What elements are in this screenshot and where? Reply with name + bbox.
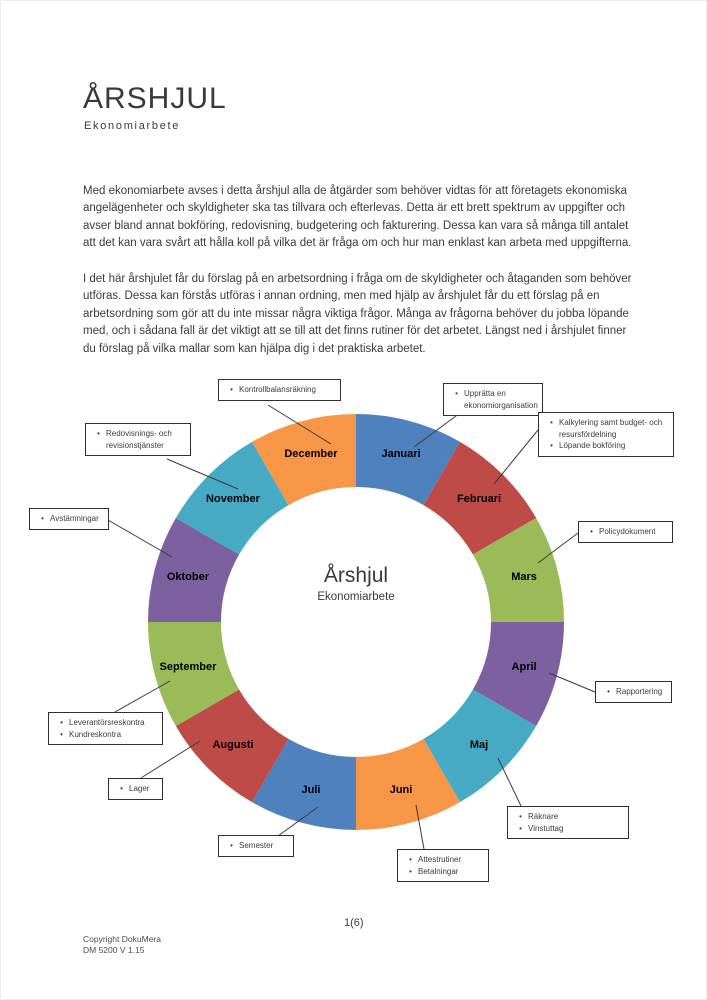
page-title: ÅRSHJUL: [83, 82, 227, 115]
callout-item: Lager: [129, 784, 150, 793]
page-subtitle: Ekonomiarbete: [84, 120, 181, 132]
bullet-icon: •: [409, 866, 412, 876]
intro-paragraph-2: I det här årshjulet får du förslag på en arbetsordning i fråga om de skyldigheter och åtaganden som behöver utföras. Dessa kan förstås utföras i annan ordning, men med hjälp av årshjulet får du ett förslag på en arbetsordning som gör att du inte missar några viktiga frågor. Många av frågorna behöver du jobba löpande med, och i sådana fall är det viktigt att se till att det finns rutiner för det arbetet. Längst ned i årshjulet finner du förslag på vilka mallar som kan hjälpa dig i det praktiska arbetet.: [83, 273, 632, 355]
callout-connector-april: [549, 673, 595, 692]
callout-item: Policydokument: [599, 527, 656, 536]
bullet-icon: •: [230, 385, 233, 394]
bullet-icon: •: [60, 729, 63, 739]
callout-row: [403, 866, 485, 878]
callout-februari: [538, 412, 674, 457]
callout-row: [449, 388, 539, 411]
callout-item: Semester: [239, 841, 274, 850]
callout-row: [544, 417, 670, 440]
month-label-augusti: Augusti: [212, 739, 254, 752]
callout-september: [48, 712, 163, 745]
callout-item: Räknare: [528, 812, 559, 821]
bullet-icon: •: [550, 441, 553, 450]
footer-version: DM 5200 V 1.15: [83, 945, 145, 955]
callout-connector-september: [115, 681, 170, 712]
callout-row: [544, 440, 670, 452]
footer-copyright: Copyright DokuMera: [83, 934, 161, 944]
month-label-september: September: [159, 661, 217, 674]
callout-november: [85, 423, 191, 456]
callout-augusti: [108, 778, 163, 800]
callout-row: [513, 811, 625, 823]
callout-row: [224, 384, 337, 396]
callout-row: [584, 526, 669, 538]
callout-connector-oktober: [108, 520, 172, 557]
month-label-februari: Februari: [457, 492, 502, 505]
callout-item: Upprätta en ekonomiorganisation: [464, 389, 538, 410]
callout-row: [601, 686, 668, 698]
month-label-juli: Juli: [301, 784, 321, 797]
intro-paragraph-1: Med ekonomiarbete avses i detta årshjul alla de åtgärder som behöver vidtas för att företagets ekonomiska angelägenheter och skyldigheter ska tas tillvara och efterlevas. Detta är ett brett spektrum av uppgifter och avser bland annat bokföring, redovisning, budgetering och fakturering. Dessa kan vara så många till antalet att det kan vara svårt att hålla koll på vilka det är fråga om och hur man enklast kan arbeta med uppgifterna.: [83, 185, 632, 250]
callout-oktober: [29, 508, 109, 530]
callout-connector-februari: [494, 430, 538, 484]
callout-item: Redovisnings- och revisionstjänster: [106, 429, 172, 450]
callout-item: Avstämningar: [50, 514, 99, 523]
callout-item: Löpande bokföring: [559, 441, 626, 450]
callout-item: Leverantörsreskontra: [69, 718, 145, 727]
callout-maj: [507, 806, 629, 839]
callout-item: Kundreskontra: [69, 729, 122, 739]
bullet-icon: •: [519, 823, 522, 833]
bullet-icon: •: [607, 687, 610, 696]
wheel-center-title: Årshjul: [323, 564, 389, 587]
bullet-icon: •: [409, 855, 412, 864]
month-label-april: April: [511, 661, 537, 674]
bullet-icon: •: [455, 389, 458, 398]
page-number: 1(6): [344, 917, 364, 929]
callout-april: [595, 681, 672, 703]
callout-item: Vinstuttag: [528, 823, 564, 833]
bullet-icon: •: [60, 718, 63, 727]
callout-connector-maj: [498, 758, 521, 806]
bullet-icon: •: [590, 527, 593, 536]
wheel-center-label: [317, 564, 394, 603]
callout-row: [91, 428, 187, 451]
month-label-november: November: [206, 492, 260, 505]
bullet-icon: •: [120, 784, 123, 793]
callout-row: [35, 513, 105, 525]
bullet-icon: •: [97, 429, 100, 438]
callout-item: Rapportering: [616, 687, 663, 696]
callout-row: [403, 854, 485, 866]
callout-juni: [397, 849, 489, 882]
callout-januari: [443, 383, 543, 416]
callout-row: [224, 840, 290, 852]
callout-mars: [578, 521, 673, 543]
callout-juli: [218, 835, 294, 857]
month-label-oktober: Oktober: [166, 570, 210, 583]
footer: [83, 934, 161, 956]
callout-row: [54, 729, 159, 741]
month-label-januari: Januari: [381, 447, 421, 460]
bullet-icon: •: [519, 812, 522, 821]
wheel-center-subtitle: Ekonomiarbete: [317, 591, 395, 603]
callout-row: [513, 823, 625, 835]
bullet-icon: •: [550, 418, 553, 427]
callout-item: Kontrollbalansräkning: [239, 385, 316, 394]
bullet-icon: •: [230, 841, 233, 850]
callout-row: [114, 783, 159, 795]
callout-item: Betalningar: [418, 866, 459, 876]
callout-row: [54, 717, 159, 729]
callout-connector-augusti: [141, 741, 200, 778]
callout-item: Kalkylering samt budget- och resursfördelning: [559, 418, 663, 439]
month-label-december: December: [284, 447, 338, 460]
month-label-mars: Mars: [511, 570, 537, 583]
bullet-icon: •: [41, 514, 44, 523]
callout-item: Attestrutiner: [418, 855, 462, 864]
callout-december: [218, 379, 341, 401]
month-label-juni: Juni: [389, 784, 413, 797]
month-label-maj: Maj: [469, 739, 489, 752]
